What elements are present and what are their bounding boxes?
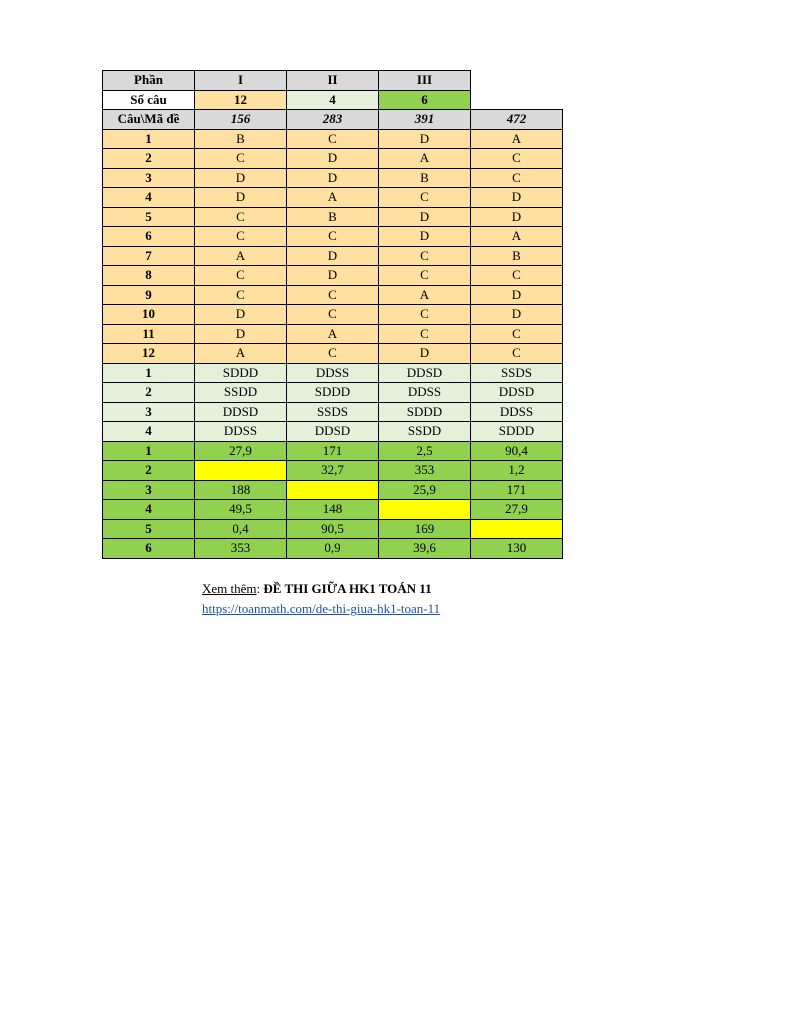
part3-row <box>103 441 563 461</box>
answer-cell: C <box>195 149 287 169</box>
answer-cell: C <box>379 246 471 266</box>
part2-row <box>103 402 563 422</box>
answer-cell: B <box>287 207 379 227</box>
answer-cell: A <box>195 246 287 266</box>
answer-cell: SDDD <box>379 402 471 422</box>
question-number: 10 <box>103 305 195 325</box>
part-label: Phần <box>103 71 195 91</box>
footer <box>202 579 440 619</box>
part-i-header: I <box>195 71 287 91</box>
answer-cell: C <box>379 266 471 286</box>
part-iii-count: 6 <box>379 90 471 110</box>
part1-row <box>103 149 563 169</box>
count-label: Số câu <box>103 90 195 110</box>
exam-code-cell: 391 <box>379 110 471 130</box>
answer-cell: 25,9 <box>379 480 471 500</box>
part2-row <box>103 363 563 383</box>
highlighted-empty-cell <box>195 461 287 481</box>
part-i-count: 12 <box>195 90 287 110</box>
answer-cell: D <box>195 324 287 344</box>
answer-cell: DDSS <box>195 422 287 442</box>
part1-row <box>103 246 563 266</box>
part1-row <box>103 227 563 247</box>
answer-cell: C <box>195 285 287 305</box>
answer-cell: 27,9 <box>471 500 563 520</box>
question-number: 7 <box>103 246 195 266</box>
part3-row <box>103 539 563 559</box>
question-number: 4 <box>103 188 195 208</box>
question-number: 4 <box>103 422 195 442</box>
part-ii-header: II <box>287 71 379 91</box>
answer-cell: D <box>287 246 379 266</box>
url-line <box>202 599 440 619</box>
answer-key-table <box>102 70 563 559</box>
answer-cell: D <box>471 305 563 325</box>
answer-cell: C <box>287 344 379 364</box>
answer-cell: C <box>471 168 563 188</box>
answer-cell: 90,4 <box>471 441 563 461</box>
answer-cell: D <box>195 188 287 208</box>
see-more-label: Xem thêm <box>202 581 257 596</box>
answer-cell: C <box>287 305 379 325</box>
answer-cell: DDSD <box>287 422 379 442</box>
part3-row <box>103 519 563 539</box>
answer-cell: C <box>287 129 379 149</box>
part3-row <box>103 500 563 520</box>
answer-key-body <box>103 71 563 559</box>
answer-cell: 49,5 <box>195 500 287 520</box>
answer-cell: DDSS <box>379 383 471 403</box>
answer-cell: SDDD <box>287 383 379 403</box>
answer-cell: DDSD <box>471 383 563 403</box>
part3-row <box>103 480 563 500</box>
answer-cell: A <box>471 129 563 149</box>
answer-cell: SSDD <box>379 422 471 442</box>
part1-row <box>103 324 563 344</box>
answer-cell: 353 <box>195 539 287 559</box>
corner-label: Câu\Mã đề <box>103 110 195 130</box>
answer-cell: A <box>379 149 471 169</box>
empty-cell <box>471 71 563 91</box>
question-number: 4 <box>103 500 195 520</box>
exam-code-cell: 283 <box>287 110 379 130</box>
answer-cell: D <box>471 285 563 305</box>
see-more-colon: : <box>256 581 264 596</box>
question-number: 6 <box>103 539 195 559</box>
answer-cell: 130 <box>471 539 563 559</box>
answer-cell: 0,9 <box>287 539 379 559</box>
answer-cell: D <box>287 266 379 286</box>
answer-cell: D <box>379 207 471 227</box>
part1-row <box>103 344 563 364</box>
question-number: 9 <box>103 285 195 305</box>
answer-cell: 171 <box>287 441 379 461</box>
question-number: 5 <box>103 519 195 539</box>
answer-cell: D <box>287 168 379 188</box>
answer-cell: 169 <box>379 519 471 539</box>
answer-cell: DDSS <box>471 402 563 422</box>
question-number: 12 <box>103 344 195 364</box>
answer-cell: D <box>287 149 379 169</box>
see-more-title: ĐỀ THI GIỮA HK1 TOÁN 11 <box>263 581 432 596</box>
part1-row <box>103 129 563 149</box>
answer-cell: SSDS <box>471 363 563 383</box>
highlighted-empty-cell <box>287 480 379 500</box>
answer-cell: 2,5 <box>379 441 471 461</box>
question-number: 1 <box>103 129 195 149</box>
answer-cell: 0,4 <box>195 519 287 539</box>
question-number: 1 <box>103 363 195 383</box>
question-number: 8 <box>103 266 195 286</box>
answer-cell: C <box>195 227 287 247</box>
answer-cell: D <box>379 227 471 247</box>
count-row <box>103 90 563 110</box>
part1-row <box>103 305 563 325</box>
answer-cell: A <box>471 227 563 247</box>
answer-cell: D <box>471 188 563 208</box>
highlighted-empty-cell <box>379 500 471 520</box>
answer-cell: D <box>195 168 287 188</box>
answer-cell: 32,7 <box>287 461 379 481</box>
answer-cell: B <box>471 246 563 266</box>
question-number: 6 <box>103 227 195 247</box>
part2-row <box>103 422 563 442</box>
question-number: 5 <box>103 207 195 227</box>
part1-row <box>103 168 563 188</box>
answer-cell: C <box>379 188 471 208</box>
answer-cell: 148 <box>287 500 379 520</box>
answer-cell: 90,5 <box>287 519 379 539</box>
answer-cell: 171 <box>471 480 563 500</box>
highlighted-empty-cell <box>471 519 563 539</box>
question-number: 2 <box>103 383 195 403</box>
question-number: 11 <box>103 324 195 344</box>
answer-cell: 27,9 <box>195 441 287 461</box>
answer-cell: A <box>287 188 379 208</box>
part-iii-header: III <box>379 71 471 91</box>
exam-code-cell: 472 <box>471 110 563 130</box>
question-number: 3 <box>103 402 195 422</box>
answer-cell: C <box>287 285 379 305</box>
answer-cell: D <box>379 129 471 149</box>
answer-cell: C <box>287 227 379 247</box>
part-ii-count: 4 <box>287 90 379 110</box>
part-row <box>103 71 563 91</box>
answer-cell: 188 <box>195 480 287 500</box>
question-number: 2 <box>103 149 195 169</box>
answer-cell: D <box>195 305 287 325</box>
question-number: 2 <box>103 461 195 481</box>
answer-cell: C <box>379 324 471 344</box>
answer-cell: C <box>471 266 563 286</box>
part1-row <box>103 207 563 227</box>
answer-cell: C <box>195 266 287 286</box>
answer-cell: D <box>471 207 563 227</box>
answer-cell: C <box>471 149 563 169</box>
answer-cell: C <box>471 344 563 364</box>
answer-cell: SSDD <box>195 383 287 403</box>
answer-cell: A <box>195 344 287 364</box>
answer-cell: B <box>379 168 471 188</box>
toanmath-link[interactable]: https://toanmath.com/de-thi-giua-hk1-toan-11 <box>202 601 441 616</box>
part2-row <box>103 383 563 403</box>
answer-cell: C <box>195 207 287 227</box>
answer-cell: C <box>379 305 471 325</box>
part1-row <box>103 188 563 208</box>
answer-cell: A <box>287 324 379 344</box>
answer-cell: B <box>195 129 287 149</box>
answer-cell: DDSD <box>379 363 471 383</box>
answer-cell: SDDD <box>471 422 563 442</box>
answer-cell: 1,2 <box>471 461 563 481</box>
exam-code-cell: 156 <box>195 110 287 130</box>
answer-cell: 353 <box>379 461 471 481</box>
part1-row <box>103 266 563 286</box>
part3-row <box>103 461 563 481</box>
question-number: 3 <box>103 480 195 500</box>
answer-cell: SSDS <box>287 402 379 422</box>
see-more-line <box>202 579 440 599</box>
question-number: 3 <box>103 168 195 188</box>
empty-cell <box>471 90 563 110</box>
answer-cell: DDSD <box>195 402 287 422</box>
answer-cell: DDSS <box>287 363 379 383</box>
question-number: 1 <box>103 441 195 461</box>
answer-cell: D <box>379 344 471 364</box>
answer-cell: C <box>471 324 563 344</box>
answer-cell: SDDD <box>195 363 287 383</box>
answer-cell: 39,6 <box>379 539 471 559</box>
answer-cell: A <box>379 285 471 305</box>
exam-code-row <box>103 110 563 130</box>
part1-row <box>103 285 563 305</box>
